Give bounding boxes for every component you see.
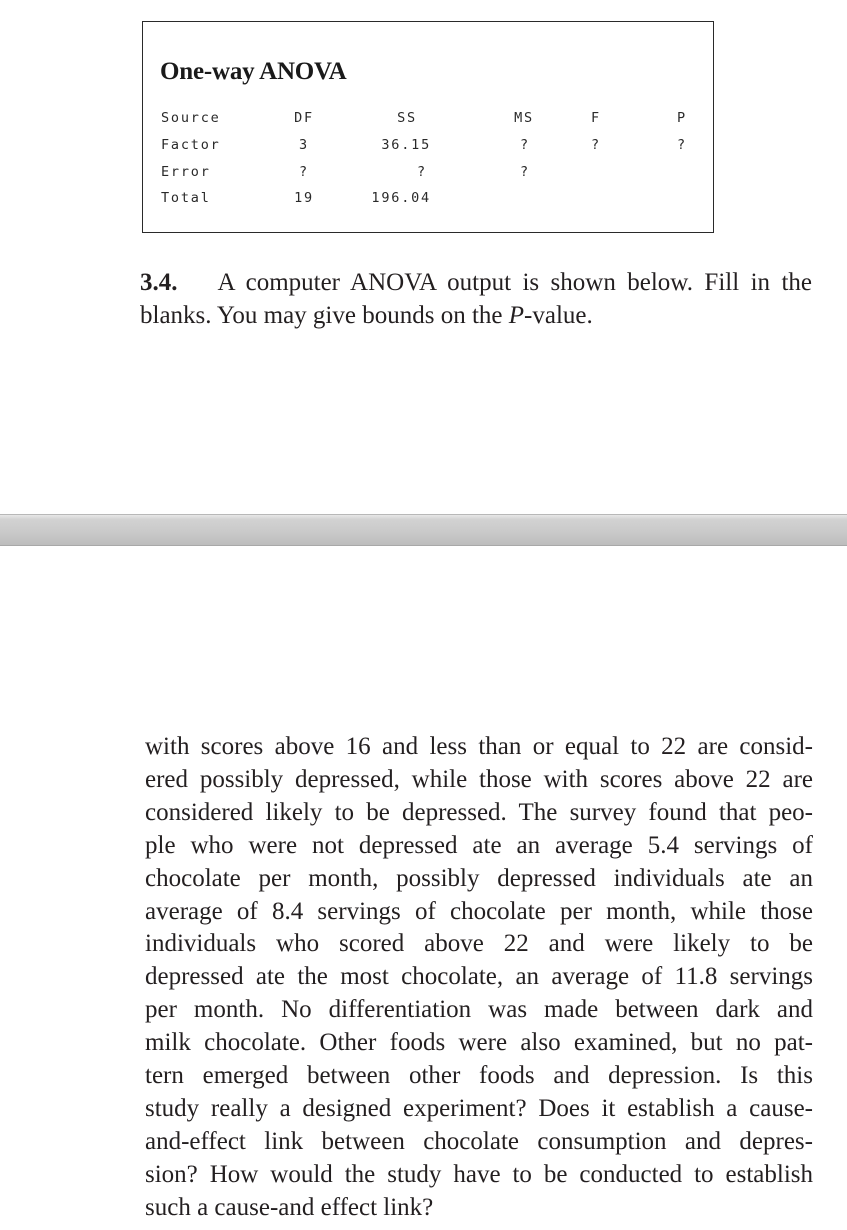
paragraph-line: chocolate per month, possibly depressed individuals ate an xyxy=(145,864,813,892)
paragraph-line: per month. No differentiation was made between dark and xyxy=(145,996,813,1024)
paragraph-line: and-effect link between chocolate consumption and depres- xyxy=(145,1127,813,1155)
header-ss: SS xyxy=(397,110,417,126)
row-factor-p: ? xyxy=(677,137,687,153)
paragraph-line: ple who were not depressed ate an average 5.4 servings of xyxy=(145,831,813,859)
row-error-source: Error xyxy=(161,164,211,180)
row-factor-ss: 36.15 xyxy=(381,137,431,153)
header-df: DF xyxy=(294,110,314,126)
paragraph-line: with scores above 16 and less than or equal to 22 are consid- xyxy=(145,733,813,760)
paragraph-line: such a cause-and effect link? xyxy=(145,1193,434,1221)
paragraph-line: ered possibly depressed, while those with scores above 22 are xyxy=(145,765,813,793)
paragraph-line: depressed ate the most chocolate, an average of 11.8 servings xyxy=(145,963,813,991)
paragraph-line: milk chocolate. Other foods were also examined, but no pat- xyxy=(145,1029,813,1057)
row-error-ss: ? xyxy=(417,164,427,180)
problem-text-part2: -value. xyxy=(524,302,593,329)
paragraph-line: considered likely to be depressed. The survey found that peo- xyxy=(145,798,813,826)
paragraph-line: study really a designed experiment? Does it establish a cause- xyxy=(145,1094,813,1122)
paragraph-line: individuals who scored above 22 and were likely to be xyxy=(145,930,813,958)
row-error-df: ? xyxy=(299,164,309,180)
row-error-ms: ? xyxy=(520,164,530,180)
anova-output-box xyxy=(142,21,714,233)
problem-statement xyxy=(140,266,812,332)
header-p: P xyxy=(677,110,687,126)
header-f: F xyxy=(591,110,601,126)
header-source: Source xyxy=(161,110,221,126)
paragraph-line: sion? How would the study have to be conducted to establish xyxy=(145,1160,813,1188)
row-total-source: Total xyxy=(161,190,211,206)
row-factor-f: ? xyxy=(591,137,601,153)
paragraph-line: average of 8.4 servings of chocolate per month, while those xyxy=(145,897,813,925)
problem-number: 3.4. xyxy=(140,269,178,296)
continuation-paragraph xyxy=(145,731,813,1225)
anova-title: One-way ANOVA xyxy=(160,58,347,85)
p-value-italic: P xyxy=(508,302,525,329)
row-factor-df: 3 xyxy=(299,137,309,153)
row-total-df: 19 xyxy=(294,190,314,206)
header-ms: MS xyxy=(514,110,534,126)
page-divider xyxy=(0,514,847,546)
problem-text-part1: A computer ANOVA output is shown below. Fill in the blanks. You may give bounds on the xyxy=(140,269,812,329)
row-total-ss: 196.04 xyxy=(371,190,431,206)
paragraph-line: tern emerged between other foods and depression. Is this xyxy=(145,1062,813,1090)
row-factor-ms: ? xyxy=(520,137,530,153)
row-factor-source: Factor xyxy=(161,137,221,153)
